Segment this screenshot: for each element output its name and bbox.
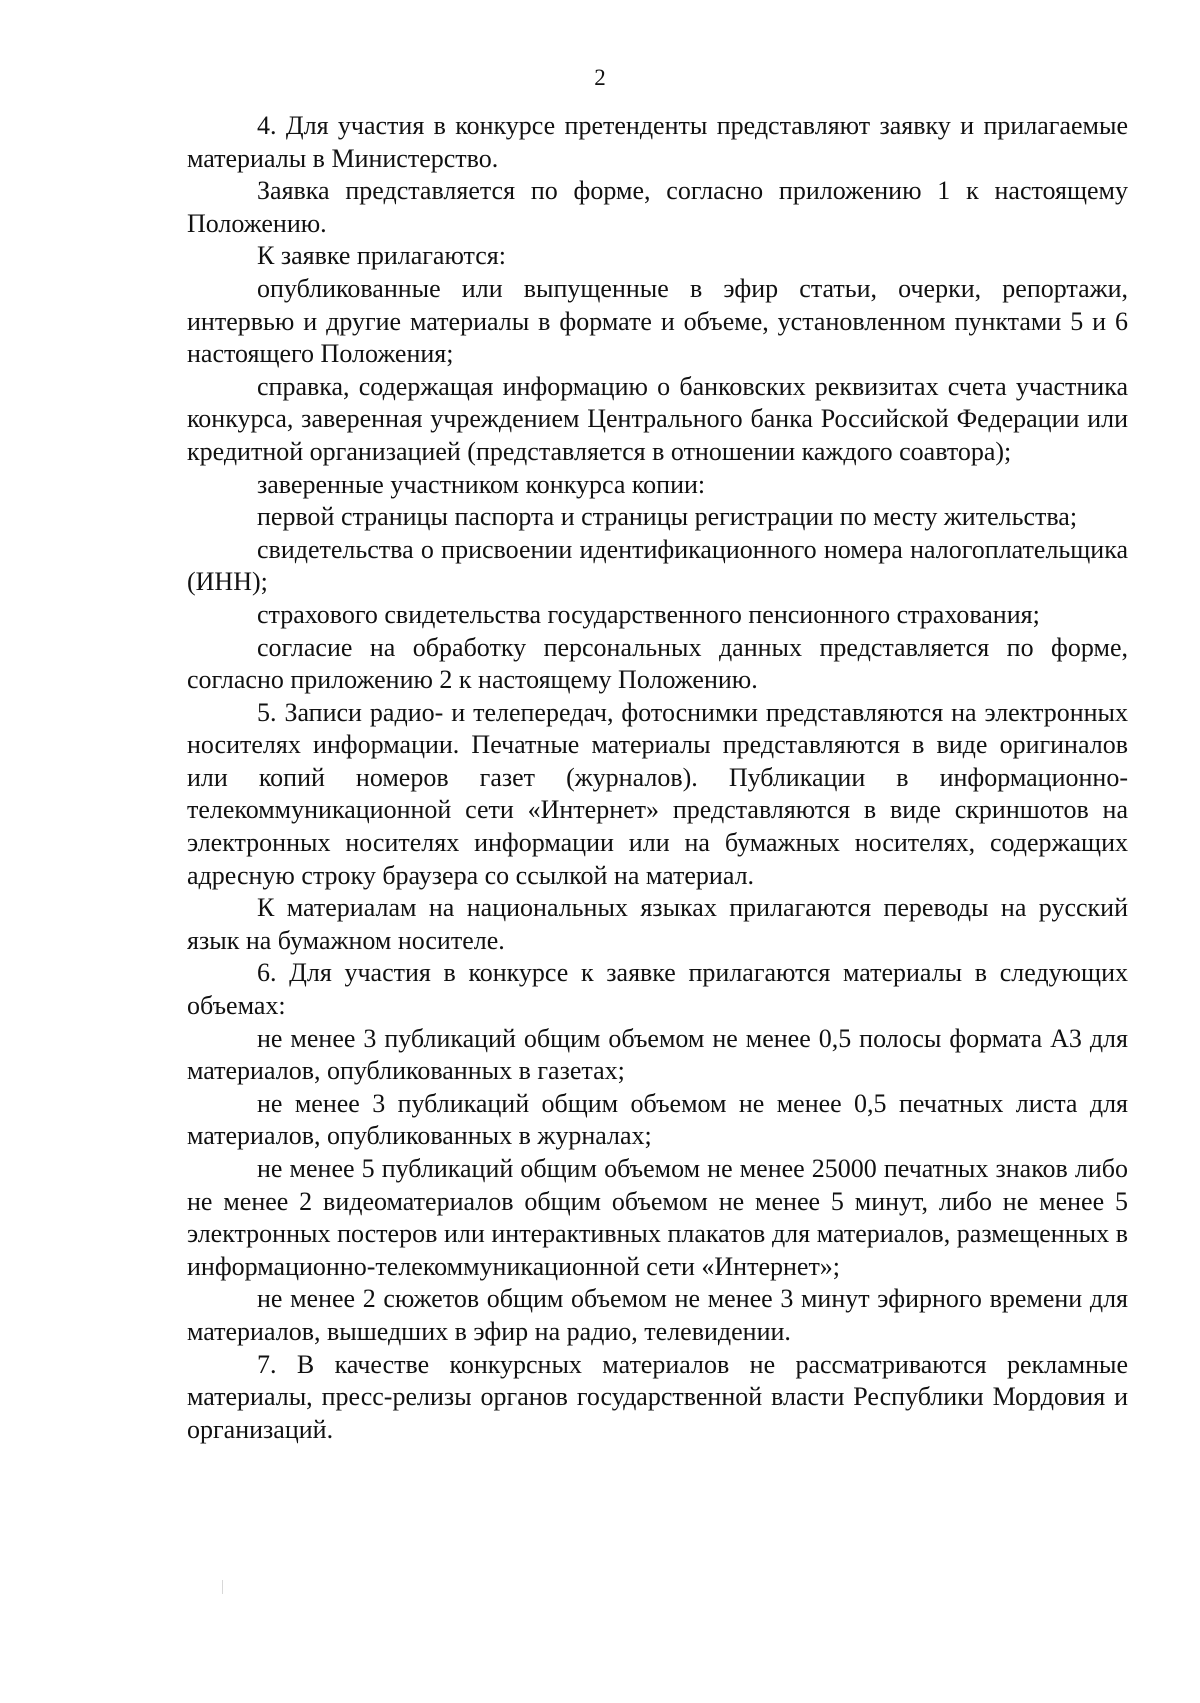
- paragraph-translations: К материалам на национальных языках прилагаются переводы на русский язык на бумажном носителе.: [187, 893, 1128, 955]
- list-item-personal-data-consent: согласие на обработку персональных данных представляется по форме, согласно приложению 2 к настоящему Положению.: [187, 632, 1128, 695]
- list-item-pension-certificate: страхового свидетельства государственного пенсионного страхования;: [257, 599, 1040, 629]
- paragraph-application-form: Заявка представляется по форме, согласно приложению 1 к настоящему Положению.: [187, 176, 1128, 238]
- list-item-broadcast-volume: не менее 2 сюжетов общим объемом не менее 3 минут эфирного времени для материалов, вышедших в эфир на радио, телевидении.: [187, 1284, 1128, 1346]
- paragraph-certified-copies: заверенные участником конкурса копии:: [257, 469, 706, 499]
- scan-mark: [222, 1580, 223, 1594]
- document-body: [187, 110, 1128, 1446]
- page-number: 2: [594, 65, 606, 90]
- list-item-passport-copy: первой страницы паспорта и страницы регистрации по месту жительства;: [257, 502, 1078, 532]
- paragraph-7-excluded-materials: 7. В качестве конкурсных материалов не рассматриваются рекламные материалы, пресс-релизы органов государственной власти Республики Мордовия и организаций.: [187, 1349, 1128, 1444]
- paragraph-attachments-intro: К заявке прилагаются:: [257, 241, 506, 271]
- list-item-bank-certificate: справка, содержащая информацию о банковских реквизитах счета участника конкурса, заверенная учреждением Центрального банка Российской Федерации или кредитной организацией (представляется в отношении каждого соавтора);: [187, 371, 1128, 466]
- list-item-newspaper-volume: не менее 3 публикаций общим объемом не менее 0,5 полосы формата А3 для материалов, опубликованных в газетах;: [187, 1023, 1128, 1086]
- paragraph-5-media-formats: 5. Записи радио- и телепередач, фотоснимки представляются на электронных носителях информации. Печатные материалы представляются в виде оригиналов или копий номеров газет (журналов). Публикации в информационно-телекоммуникационной сети «Интернет» представляются в виде скриншотов на электронных носителях информации или на бумажных носителях, содержащих адресную строку браузера со ссылкой на материал.: [187, 697, 1128, 890]
- list-item-journal-volume: не менее 3 публикаций общим объемом не менее 0,5 печатных листа для материалов, опубликованных в журналах;: [187, 1088, 1128, 1151]
- paragraph-4-application: 4. Для участия в конкурсе претенденты представляют заявку и прилагаемые материалы в Министерство.: [187, 111, 1128, 173]
- list-item-inn-certificate: свидетельства о присвоении идентификационного номера налогоплательщика (ИНН);: [187, 534, 1128, 597]
- list-item-published-materials: опубликованные или выпущенные в эфир статьи, очерки, репортажи, интервью и другие материалы в формате и объеме, установленном пунктами 5 и 6 настоящего Положения;: [187, 273, 1128, 369]
- paragraph-6-volumes: 6. Для участия в конкурсе к заявке прилагаются материалы в следующих объемах:: [187, 958, 1128, 1021]
- list-item-internet-volume: не менее 5 публикаций общим объемом не менее 25000 печатных знаков либо не менее 2 видеоматериалов общим объемом не менее 5 минут, либо не менее 5 электронных постеров или интерактивных плакатов для материалов, размещенных в информационно-телекоммуникационной сети «Интернет»;: [187, 1154, 1128, 1281]
